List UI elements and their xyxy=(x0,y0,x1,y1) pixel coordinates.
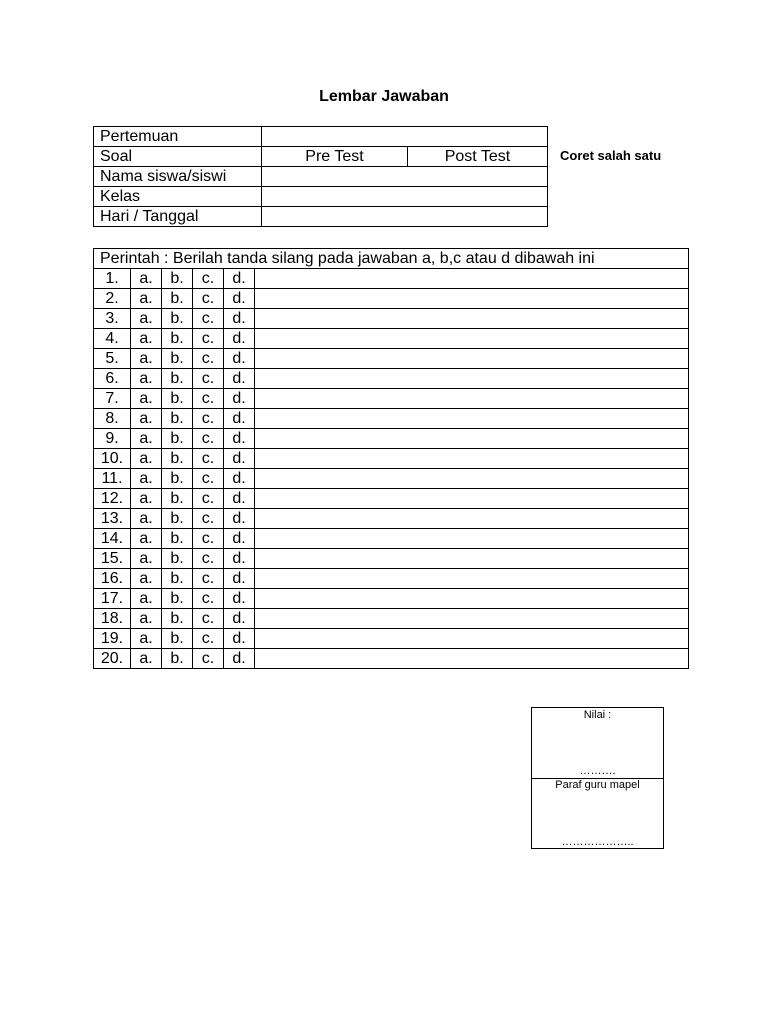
option-c[interactable]: c. xyxy=(193,609,224,629)
option-b[interactable]: b. xyxy=(162,529,193,549)
option-d[interactable]: d. xyxy=(224,509,255,529)
option-a[interactable]: a. xyxy=(131,469,162,489)
answer-space xyxy=(255,569,689,589)
option-d[interactable]: d. xyxy=(224,609,255,629)
post-test-option[interactable]: Post Test xyxy=(408,147,548,167)
page-title: Lembar Jawaban xyxy=(319,88,449,105)
question-number: 12. xyxy=(94,489,131,509)
option-c[interactable]: c. xyxy=(193,429,224,449)
answer-table xyxy=(93,248,689,669)
option-a[interactable]: a. xyxy=(131,349,162,369)
answer-row xyxy=(94,649,689,669)
question-number: 11. xyxy=(94,469,131,489)
answer-space xyxy=(255,349,689,369)
option-c[interactable]: c. xyxy=(193,569,224,589)
option-b[interactable]: b. xyxy=(162,549,193,569)
question-number: 10. xyxy=(94,449,131,469)
option-a[interactable]: a. xyxy=(131,269,162,289)
option-d[interactable]: d. xyxy=(224,429,255,449)
option-d[interactable]: d. xyxy=(224,409,255,429)
answer-row xyxy=(94,389,689,409)
option-c[interactable]: c. xyxy=(193,409,224,429)
option-d[interactable]: d. xyxy=(224,269,255,289)
option-d[interactable]: d. xyxy=(224,529,255,549)
question-number: 16. xyxy=(94,569,131,589)
answer-space xyxy=(255,369,689,389)
question-number: 7. xyxy=(94,389,131,409)
option-d[interactable]: d. xyxy=(224,289,255,309)
option-c[interactable]: c. xyxy=(193,289,224,309)
question-number: 17. xyxy=(94,589,131,609)
option-a[interactable]: a. xyxy=(131,569,162,589)
paraf-dots[interactable]: ……………….. xyxy=(561,836,634,848)
nama-field[interactable] xyxy=(262,167,548,187)
answer-row xyxy=(94,569,689,589)
paraf-label: Paraf guru mapel xyxy=(555,779,640,791)
pertemuan-field[interactable] xyxy=(262,127,548,147)
kelas-field[interactable] xyxy=(262,187,548,207)
question-number: 19. xyxy=(94,629,131,649)
question-number: 15. xyxy=(94,549,131,569)
student-info-table xyxy=(93,126,548,227)
option-b[interactable]: b. xyxy=(162,289,193,309)
answer-row xyxy=(94,349,689,369)
option-a[interactable]: a. xyxy=(131,549,162,569)
option-b[interactable]: b. xyxy=(162,649,193,669)
answer-row xyxy=(94,409,689,429)
option-d[interactable]: d. xyxy=(224,389,255,409)
question-number: 9. xyxy=(94,429,131,449)
answer-space xyxy=(255,389,689,409)
answer-space xyxy=(255,309,689,329)
option-d[interactable]: d. xyxy=(224,469,255,489)
option-a[interactable]: a. xyxy=(131,649,162,669)
answer-row xyxy=(94,449,689,469)
nilai-dots[interactable]: ………. xyxy=(579,765,616,777)
question-number: 4. xyxy=(94,329,131,349)
option-b[interactable]: b. xyxy=(162,389,193,409)
question-number: 18. xyxy=(94,609,131,629)
nama-label: Nama siswa/siswi xyxy=(94,167,262,187)
answer-row xyxy=(94,309,689,329)
option-a[interactable]: a. xyxy=(131,389,162,409)
hari-tanggal-label: Hari / Tanggal xyxy=(94,207,262,227)
answer-row xyxy=(94,369,689,389)
option-b[interactable]: b. xyxy=(162,349,193,369)
answer-space xyxy=(255,489,689,509)
option-d[interactable]: d. xyxy=(224,329,255,349)
option-d[interactable]: d. xyxy=(224,649,255,669)
question-number: 13. xyxy=(94,509,131,529)
coret-note: Coret salah satu xyxy=(560,148,662,163)
option-a[interactable]: a. xyxy=(131,529,162,549)
question-number: 20. xyxy=(94,649,131,669)
answer-row xyxy=(94,609,689,629)
answer-space xyxy=(255,329,689,349)
option-d[interactable]: d. xyxy=(224,489,255,509)
option-c[interactable]: c. xyxy=(193,389,224,409)
option-a[interactable]: a. xyxy=(131,369,162,389)
option-a[interactable]: a. xyxy=(131,449,162,469)
answer-row xyxy=(94,629,689,649)
question-number: 1. xyxy=(94,269,131,289)
pertemuan-label: Pertemuan xyxy=(94,127,262,147)
option-a[interactable]: a. xyxy=(131,289,162,309)
option-b[interactable]: b. xyxy=(162,369,193,389)
option-c[interactable]: c. xyxy=(193,529,224,549)
option-c[interactable]: c. xyxy=(193,549,224,569)
option-d[interactable]: d. xyxy=(224,569,255,589)
instruction: Perintah : Berilah tanda silang pada jawaban a, b,c atau d dibawah ini xyxy=(94,249,689,269)
answer-row xyxy=(94,589,689,609)
answer-row xyxy=(94,469,689,489)
option-a[interactable]: a. xyxy=(131,629,162,649)
option-d[interactable]: d. xyxy=(224,549,255,569)
option-c[interactable]: c. xyxy=(193,509,224,529)
question-number: 8. xyxy=(94,409,131,429)
question-number: 2. xyxy=(94,289,131,309)
question-number: 14. xyxy=(94,529,131,549)
question-number: 6. xyxy=(94,369,131,389)
answer-space xyxy=(255,509,689,529)
option-b[interactable]: b. xyxy=(162,609,193,629)
option-b[interactable]: b. xyxy=(162,449,193,469)
option-b[interactable]: b. xyxy=(162,589,193,609)
option-b[interactable]: b. xyxy=(162,269,193,289)
question-number: 5. xyxy=(94,349,131,369)
option-b[interactable]: b. xyxy=(162,329,193,349)
score-box xyxy=(531,707,664,849)
answer-row xyxy=(94,329,689,349)
option-c[interactable]: c. xyxy=(193,269,224,289)
option-c[interactable]: c. xyxy=(193,489,224,509)
option-d[interactable]: d. xyxy=(224,369,255,389)
option-b[interactable]: b. xyxy=(162,429,193,449)
option-c[interactable]: c. xyxy=(193,649,224,669)
option-a[interactable]: a. xyxy=(131,429,162,449)
option-a[interactable]: a. xyxy=(131,309,162,329)
option-d[interactable]: d. xyxy=(224,629,255,649)
option-d[interactable]: d. xyxy=(224,449,255,469)
answer-space xyxy=(255,649,689,669)
option-a[interactable]: a. xyxy=(131,509,162,529)
option-a[interactable]: a. xyxy=(131,609,162,629)
pre-test-option[interactable]: Pre Test xyxy=(262,147,408,167)
option-b[interactable]: b. xyxy=(162,629,193,649)
option-c[interactable]: c. xyxy=(193,369,224,389)
option-b[interactable]: b. xyxy=(162,309,193,329)
question-number: 3. xyxy=(94,309,131,329)
soal-label: Soal xyxy=(94,147,262,167)
option-c[interactable]: c. xyxy=(193,449,224,469)
option-a[interactable]: a. xyxy=(131,589,162,609)
answer-space xyxy=(255,429,689,449)
answer-space xyxy=(255,409,689,429)
option-c[interactable]: c. xyxy=(193,349,224,369)
answer-space xyxy=(255,269,689,289)
answer-row xyxy=(94,549,689,569)
answer-space xyxy=(255,289,689,309)
answer-space xyxy=(255,529,689,549)
option-b[interactable]: b. xyxy=(162,489,193,509)
answer-space xyxy=(255,609,689,629)
option-d[interactable]: d. xyxy=(224,589,255,609)
answer-row xyxy=(94,269,689,289)
answer-space xyxy=(255,549,689,569)
answer-space xyxy=(255,449,689,469)
option-b[interactable]: b. xyxy=(162,409,193,429)
option-c[interactable]: c. xyxy=(193,629,224,649)
option-a[interactable]: a. xyxy=(131,489,162,509)
option-a[interactable]: a. xyxy=(131,329,162,349)
option-c[interactable]: c. xyxy=(193,309,224,329)
answer-row xyxy=(94,509,689,529)
answer-row xyxy=(94,289,689,309)
option-c[interactable]: c. xyxy=(193,329,224,349)
answer-row xyxy=(94,529,689,549)
option-b[interactable]: b. xyxy=(162,569,193,589)
option-d[interactable]: d. xyxy=(224,309,255,329)
answer-row xyxy=(94,489,689,509)
nilai-label: Nilai : xyxy=(583,709,612,721)
answer-row xyxy=(94,429,689,449)
answer-space xyxy=(255,589,689,609)
kelas-label: Kelas xyxy=(94,187,262,207)
option-c[interactable]: c. xyxy=(193,589,224,609)
option-b[interactable]: b. xyxy=(162,509,193,529)
answer-space xyxy=(255,469,689,489)
option-c[interactable]: c. xyxy=(193,469,224,489)
option-a[interactable]: a. xyxy=(131,409,162,429)
option-b[interactable]: b. xyxy=(162,469,193,489)
answer-space xyxy=(255,629,689,649)
hari-tanggal-field[interactable] xyxy=(262,207,548,227)
option-d[interactable]: d. xyxy=(224,349,255,369)
